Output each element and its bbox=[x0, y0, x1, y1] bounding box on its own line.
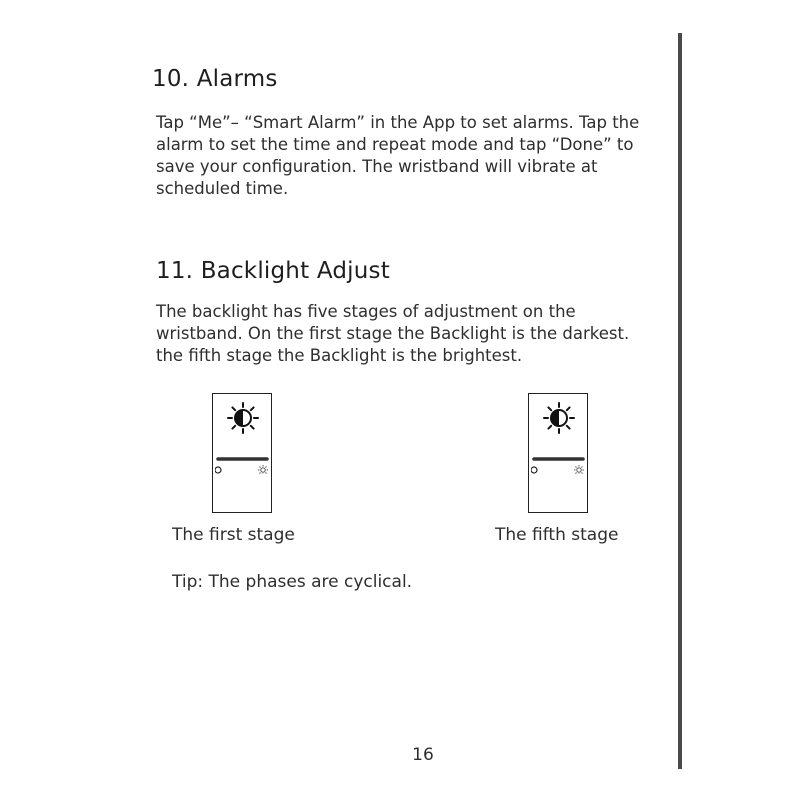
section-heading-alarms: 10. Alarms bbox=[152, 66, 278, 92]
slider-knob-min bbox=[531, 467, 537, 473]
alarms-line: save your configuration. The wristband will vibrate at bbox=[156, 157, 598, 176]
alarms-line: Tap “Me”– “Smart Alarm” in the App to set alarms. Tap the bbox=[156, 113, 640, 132]
section-heading-backlight: 11. Backlight Adjust bbox=[156, 258, 390, 284]
backlight-line: the fifth stage the Backlight is the brightest. bbox=[156, 346, 523, 365]
wristband-screen-first-stage bbox=[212, 393, 272, 513]
alarms-line: alarm to set the time and repeat mode and tap “Done” to bbox=[156, 135, 634, 154]
brightness-slider bbox=[531, 454, 585, 474]
slider-knob-min bbox=[215, 467, 221, 473]
alarms-line: scheduled time. bbox=[156, 179, 289, 198]
backlight-line: The backlight has five stages of adjustment on the bbox=[156, 302, 576, 321]
tip-text: Tip: The phases are cyclical. bbox=[172, 572, 413, 592]
backlight-line: wristband. On the first stage the Backlight is the darkest. bbox=[156, 324, 630, 343]
small-sun-icon bbox=[258, 465, 268, 474]
brightness-icon bbox=[226, 401, 260, 435]
small-sun-icon bbox=[574, 465, 584, 474]
caption-first-stage: The first stage bbox=[172, 525, 295, 545]
brightness-slider bbox=[215, 454, 269, 474]
backlight-paragraph bbox=[156, 301, 686, 367]
alarms-paragraph bbox=[156, 112, 686, 200]
page-number: 16 bbox=[412, 745, 434, 765]
wristband-screen-fifth-stage bbox=[528, 393, 588, 513]
brightness-icon bbox=[542, 401, 576, 435]
caption-fifth-stage: The fifth stage bbox=[495, 525, 619, 545]
